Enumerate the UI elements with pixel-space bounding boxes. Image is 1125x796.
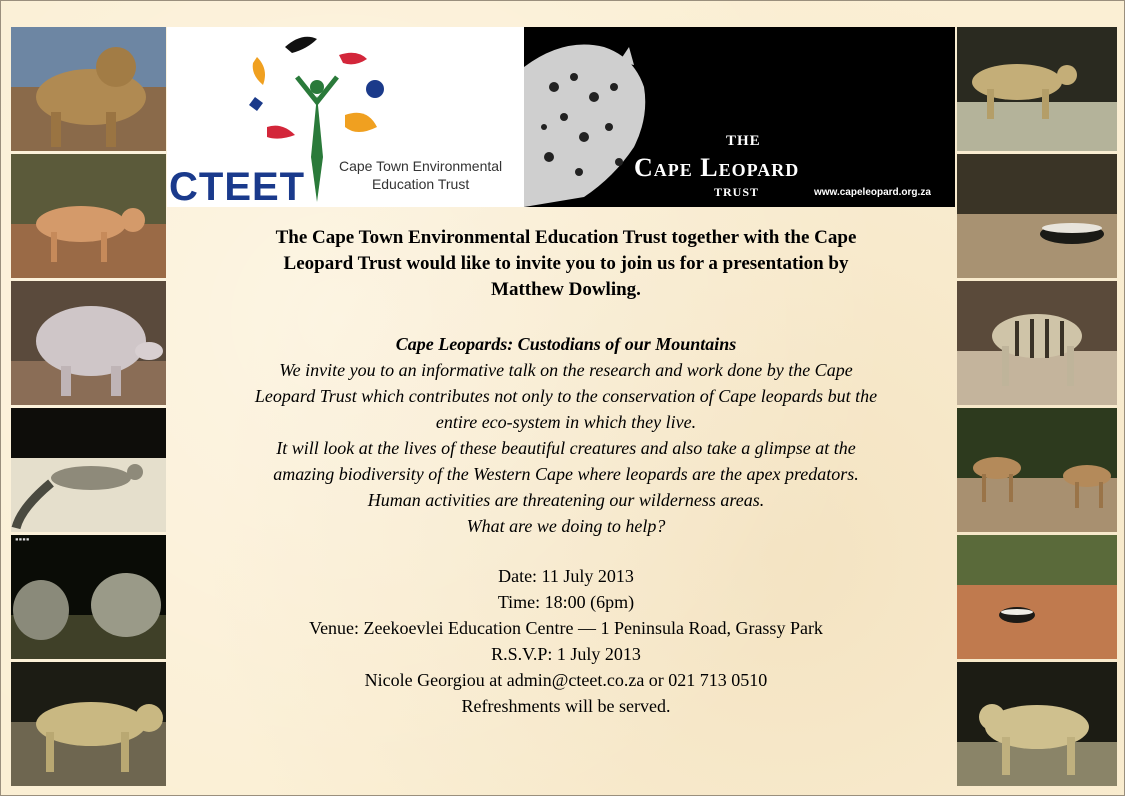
cteet-abbreviation: CTEET: [169, 165, 306, 209]
body-line: entire eco-system in which they live.: [435, 412, 697, 432]
photo-leopard-night: [11, 662, 166, 786]
clt-trust: TRUST: [714, 185, 760, 199]
photo-leopard-rock: [11, 27, 166, 151]
cteet-full-name: [339, 157, 502, 193]
cape-leopard-trust-logo: [524, 27, 955, 207]
photo-honey-badger: [957, 154, 1117, 278]
cteet-name-line2: Education Trust: [371, 176, 470, 192]
body-line: It will look at the lives of these beautiful creatures and also take a glimpse at the: [276, 438, 856, 458]
event-contact[interactable]: Nicole Georgiou at admin@cteet.co.za or 021 713 0510: [364, 670, 768, 690]
photo-porcupines: [11, 535, 166, 659]
cteet-name-line1: Cape Town Environmental: [339, 158, 503, 174]
body-line: Human activities are threatening our wilderness areas.: [367, 490, 765, 510]
photo-aardwolf: [957, 281, 1117, 405]
event-date: Date: 11 July 2013: [498, 566, 634, 586]
photo-caracal: [11, 154, 166, 278]
body-line: amazing biodiversity of the Western Cape where leopards are the apex predators.: [273, 464, 859, 484]
body-line: Leopard Trust which contributes not only to the conservation of Cape leopards but the: [254, 386, 878, 406]
photo-antelope: [957, 408, 1117, 532]
intro-line: Matthew Dowling.: [491, 279, 641, 300]
clt-website[interactable]: www.capeleopard.org.za: [814, 187, 931, 198]
photo-leopard-profile: [957, 662, 1117, 786]
body-line: We invite you to an informative talk on the research and work done by the Cape: [279, 360, 853, 380]
clt-the: THE: [726, 133, 761, 149]
intro-line: Leopard Trust would like to invite you to join us for a presentation by: [283, 253, 849, 274]
event-details: [171, 563, 961, 719]
left-photo-column: [11, 27, 166, 789]
camera-timestamp: ▪▪▪▪: [15, 536, 30, 543]
talk-description: [171, 357, 961, 539]
event-refreshments: Refreshments will be served.: [461, 696, 671, 716]
event-venue: Venue: Zeekoevlei Education Centre — 1 Peninsula Road, Grassy Park: [309, 618, 823, 638]
invitation-content: [171, 225, 961, 719]
photo-genet: [11, 408, 166, 532]
cteet-logo: [167, 27, 524, 207]
intro-line: The Cape Town Environmental Education Trust together with the Cape: [275, 227, 857, 248]
photo-leopard-walking: [957, 27, 1117, 151]
photo-striped-polecat: [957, 535, 1117, 659]
talk-title: Cape Leopards: Custodians of our Mountains: [395, 334, 737, 354]
body-line: What are we doing to help?: [466, 516, 666, 536]
right-photo-column: [957, 27, 1117, 789]
event-time: Time: 18:00 (6pm): [497, 592, 635, 612]
event-rsvp: R.S.V.P: 1 July 2013: [491, 644, 641, 664]
clt-name: Cape Leopard: [634, 153, 800, 182]
invitation-intro: [171, 225, 961, 303]
photo-aardvark: [11, 281, 166, 405]
